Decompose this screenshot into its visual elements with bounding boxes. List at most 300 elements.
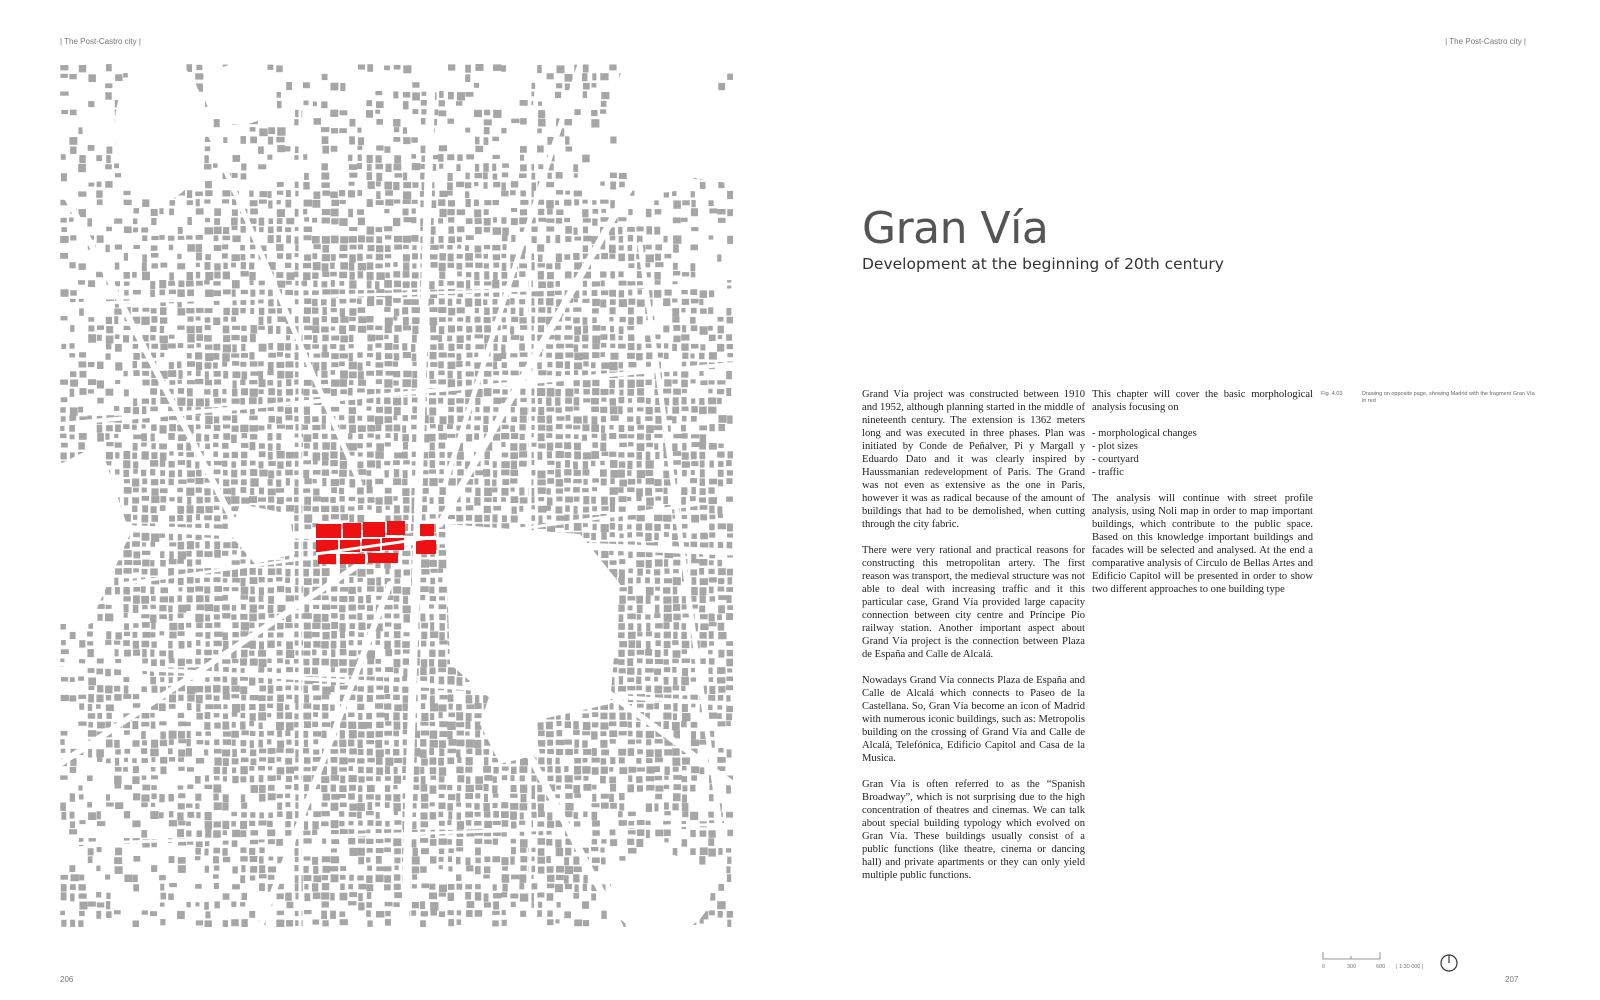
building-block [573, 479, 581, 483]
building-block [546, 236, 550, 243]
building-block [493, 398, 501, 404]
building-block [682, 353, 688, 359]
building-block [708, 668, 712, 674]
building-block [232, 235, 240, 242]
building-block [664, 667, 671, 672]
building-block [727, 470, 733, 475]
building-block [565, 226, 572, 234]
building-block [467, 353, 473, 358]
building-block [412, 821, 416, 829]
building-block [718, 317, 724, 322]
building-block [547, 478, 554, 484]
building-block [375, 416, 383, 424]
building-block [664, 343, 668, 348]
building-block [321, 371, 327, 378]
building-block [133, 228, 138, 233]
building-block [268, 489, 276, 496]
building-block [358, 578, 363, 582]
building-block [672, 299, 677, 303]
building-block [609, 713, 615, 720]
building-block [179, 641, 185, 649]
building-block [79, 640, 85, 647]
building-block [619, 559, 625, 564]
building-block [466, 335, 471, 341]
building-block [384, 379, 392, 387]
building-block [421, 821, 429, 827]
building-block [151, 767, 156, 772]
building-block [241, 587, 249, 595]
building-block [619, 236, 623, 243]
building-block [565, 460, 570, 468]
building-block [322, 209, 330, 215]
building-block [223, 425, 230, 429]
building-block [430, 460, 436, 468]
building-block [565, 236, 571, 242]
building-block [322, 623, 330, 629]
building-block [673, 793, 681, 801]
building-block [466, 820, 471, 826]
building-block [583, 227, 588, 234]
building-block [223, 758, 229, 766]
building-block [304, 551, 308, 557]
building-block [340, 83, 345, 91]
building-block [178, 542, 185, 550]
building-block [619, 299, 627, 307]
building-block [70, 821, 75, 828]
building-block [133, 245, 140, 249]
building-block [394, 631, 401, 638]
building-block [303, 263, 311, 268]
building-block [492, 280, 499, 288]
building-block [123, 460, 130, 468]
building-block [133, 398, 137, 406]
building-block [186, 604, 191, 611]
building-block [277, 182, 284, 187]
building-block [178, 631, 185, 636]
building-block [196, 604, 204, 610]
building-block [366, 839, 373, 844]
building-block [430, 812, 436, 819]
building-block [717, 713, 722, 719]
building-block [403, 137, 410, 144]
building-block [205, 677, 209, 682]
building-block [61, 316, 68, 320]
building-block [250, 461, 256, 466]
building-block [484, 840, 492, 845]
building-block [429, 299, 434, 305]
building-block [168, 236, 174, 241]
building-block [385, 794, 391, 800]
building-block [565, 793, 572, 799]
building-block [187, 334, 194, 342]
building-block [655, 254, 661, 261]
building-block [708, 200, 713, 206]
building-block [609, 245, 616, 253]
building-block [393, 586, 401, 593]
building-block [277, 316, 286, 322]
building-block [565, 352, 573, 357]
building-block [240, 722, 246, 730]
building-block [303, 82, 310, 88]
building-block [141, 596, 149, 604]
building-block [358, 731, 365, 737]
building-block [619, 173, 627, 179]
building-block [474, 497, 480, 505]
building-block [717, 452, 724, 458]
building-block [313, 750, 319, 755]
building-block [240, 380, 245, 386]
building-block [232, 398, 240, 403]
building-block [195, 478, 203, 484]
building-block [727, 209, 733, 216]
building-block [150, 560, 154, 566]
building-block [222, 362, 227, 367]
building-block [240, 425, 248, 432]
building-block [124, 282, 130, 286]
building-block [421, 118, 426, 125]
building-block [375, 802, 380, 806]
building-block [430, 245, 439, 250]
building-block [366, 713, 372, 719]
building-block [88, 678, 96, 686]
building-block [393, 731, 399, 737]
building-block [286, 667, 293, 672]
building-block [323, 632, 330, 640]
building-block [502, 820, 509, 827]
building-block [412, 307, 420, 313]
building-block [196, 398, 204, 406]
building-block [376, 254, 384, 260]
building-block [349, 640, 354, 645]
building-block [340, 722, 346, 729]
building-block [322, 460, 328, 465]
building-block [285, 794, 290, 798]
building-block [438, 343, 444, 350]
building-block [268, 568, 275, 575]
building-block [475, 398, 480, 405]
building-block [438, 398, 443, 404]
building-block [601, 497, 608, 505]
building-block [322, 605, 330, 610]
building-block [403, 209, 409, 216]
building-block [349, 353, 353, 361]
building-block [367, 749, 373, 756]
building-block [115, 334, 120, 339]
building-block [357, 163, 362, 169]
building-block [259, 723, 263, 730]
building-block [619, 496, 627, 502]
building-block [232, 776, 238, 783]
building-block [195, 776, 201, 784]
building-block [196, 649, 201, 655]
building-block [178, 605, 186, 613]
building-block [565, 74, 573, 82]
building-block [402, 676, 407, 681]
building-block [168, 568, 174, 576]
building-block [321, 127, 329, 132]
building-block [223, 713, 228, 719]
building-block [331, 514, 339, 519]
building-block [277, 461, 283, 468]
building-block [402, 434, 409, 442]
building-block [142, 235, 147, 241]
building-block [636, 839, 643, 847]
building-block [475, 137, 480, 145]
building-block [466, 695, 473, 703]
building-block [349, 605, 356, 611]
building-block [258, 361, 264, 366]
building-block [313, 460, 318, 464]
building-block [520, 118, 527, 124]
building-block [232, 452, 238, 458]
building-block [69, 218, 74, 222]
building-block [502, 272, 508, 279]
building-block [709, 677, 714, 682]
building-block [114, 406, 119, 411]
building-block [637, 704, 644, 708]
building-block [222, 803, 228, 811]
building-block [205, 325, 211, 330]
building-block [124, 226, 132, 233]
building-block [457, 154, 462, 161]
building-block [286, 452, 294, 459]
building-block [141, 830, 147, 838]
building-block [232, 749, 237, 757]
building-block [304, 254, 311, 260]
building-block [384, 605, 392, 610]
building-block [403, 317, 409, 325]
building-block [691, 208, 698, 216]
building-block [187, 272, 194, 280]
building-block [619, 443, 627, 448]
building-block [376, 227, 383, 232]
building-block [60, 407, 65, 413]
building-block [285, 569, 290, 577]
building-block [277, 191, 283, 195]
building-block [539, 515, 543, 523]
building-block [223, 227, 229, 234]
building-block [601, 433, 606, 440]
building-block [295, 209, 299, 217]
building-block [169, 245, 173, 251]
building-block [439, 145, 447, 151]
building-block [483, 469, 490, 477]
building-block [574, 451, 581, 459]
building-block [520, 434, 525, 440]
building-block [583, 523, 588, 527]
building-block [107, 713, 112, 719]
building-block [97, 433, 104, 442]
building-block [303, 460, 311, 464]
building-block [223, 317, 228, 322]
building-block [357, 848, 365, 856]
building-block [691, 452, 697, 460]
building-block [574, 191, 582, 197]
building-block [349, 785, 356, 791]
building-block [267, 641, 274, 648]
building-block [250, 137, 257, 144]
building-block [241, 452, 248, 459]
building-block [385, 416, 393, 423]
building-block [583, 416, 588, 424]
building-block [474, 209, 481, 217]
building-block [79, 433, 87, 440]
building-block [276, 443, 281, 450]
building-block [412, 317, 419, 324]
building-block [214, 802, 222, 810]
building-block [700, 587, 707, 595]
building-block [69, 353, 75, 357]
building-block [646, 641, 651, 649]
building-block [96, 695, 103, 703]
building-block [195, 192, 203, 197]
building-block [654, 479, 661, 486]
building-block [115, 568, 122, 574]
building-block [519, 263, 527, 268]
building-block [600, 200, 608, 204]
building-block [691, 487, 696, 494]
building-block [511, 407, 515, 413]
building-block [609, 452, 616, 457]
building-block [115, 758, 119, 766]
building-block [106, 64, 112, 71]
building-block [636, 496, 641, 501]
building-block [303, 569, 309, 577]
building-block [321, 785, 327, 792]
building-block [304, 767, 311, 771]
building-block [681, 721, 687, 727]
building-block [393, 182, 399, 190]
building-block [601, 532, 607, 540]
building-block [339, 415, 344, 420]
building-block [682, 839, 688, 847]
building-block [654, 632, 660, 638]
building-block [259, 812, 264, 818]
building-block [204, 488, 210, 495]
building-block [251, 830, 259, 835]
building-block [358, 363, 363, 371]
building-block [718, 461, 724, 467]
building-block [394, 155, 401, 163]
building-block [151, 398, 155, 405]
building-block [150, 568, 158, 575]
building-block [565, 83, 570, 90]
building-block [475, 839, 483, 844]
building-block [502, 515, 507, 522]
building-block [277, 343, 284, 351]
building-block [457, 317, 463, 321]
building-block [232, 622, 238, 628]
building-block [708, 407, 716, 414]
building-block [385, 425, 392, 432]
building-block [232, 587, 239, 591]
building-block [420, 722, 428, 726]
building-block [699, 398, 704, 405]
building-block [223, 236, 231, 241]
building-block [160, 488, 168, 493]
building-block [213, 434, 218, 439]
building-block [286, 253, 292, 259]
building-block [312, 821, 318, 829]
building-block [331, 749, 339, 754]
building-block [294, 695, 298, 703]
building-block [484, 110, 490, 116]
building-block [376, 362, 384, 367]
building-block [276, 235, 281, 242]
building-block [439, 803, 446, 810]
building-block [321, 101, 327, 108]
building-block [493, 200, 499, 205]
building-block [466, 424, 470, 429]
building-block [123, 470, 129, 477]
building-block [376, 379, 382, 384]
building-block [618, 487, 624, 493]
building-block [466, 749, 472, 755]
building-block [133, 488, 139, 493]
building-block [384, 182, 392, 190]
building-block [240, 847, 246, 853]
building-block [403, 668, 407, 677]
building-block [177, 595, 182, 601]
building-block [565, 325, 572, 329]
building-block [276, 470, 281, 476]
building-block [367, 569, 374, 574]
building-block [610, 460, 618, 468]
building-block [160, 353, 164, 357]
building-block [132, 776, 139, 784]
building-block [240, 398, 245, 405]
building-block [205, 731, 211, 735]
building-block [510, 326, 514, 334]
building-block [600, 407, 607, 413]
building-block [582, 73, 587, 81]
building-block [565, 407, 573, 412]
building-block [223, 272, 230, 280]
building-block [691, 740, 699, 747]
building-block [322, 731, 327, 738]
building-block [88, 280, 95, 287]
building-block [367, 353, 373, 357]
building-block [60, 236, 68, 243]
building-block [97, 713, 102, 719]
building-block [133, 443, 138, 451]
building-block [457, 335, 464, 343]
building-block [440, 487, 446, 495]
building-block [204, 155, 208, 163]
building-block [474, 821, 481, 826]
building-block [285, 227, 291, 232]
building-block [582, 344, 588, 348]
building-block [429, 478, 437, 486]
building-block [142, 569, 148, 575]
building-block [708, 812, 714, 818]
building-block [484, 488, 492, 496]
building-block [312, 623, 320, 629]
building-block [241, 704, 246, 711]
building-block [186, 748, 192, 756]
building-block [475, 470, 483, 475]
building-block [501, 470, 509, 476]
building-block [96, 749, 104, 757]
building-block [97, 821, 105, 826]
building-block [312, 722, 318, 728]
building-block [70, 110, 77, 116]
building-block [339, 605, 345, 612]
building-block [240, 766, 247, 774]
building-block [178, 749, 185, 756]
building-block [646, 569, 651, 574]
building-block [475, 749, 481, 756]
